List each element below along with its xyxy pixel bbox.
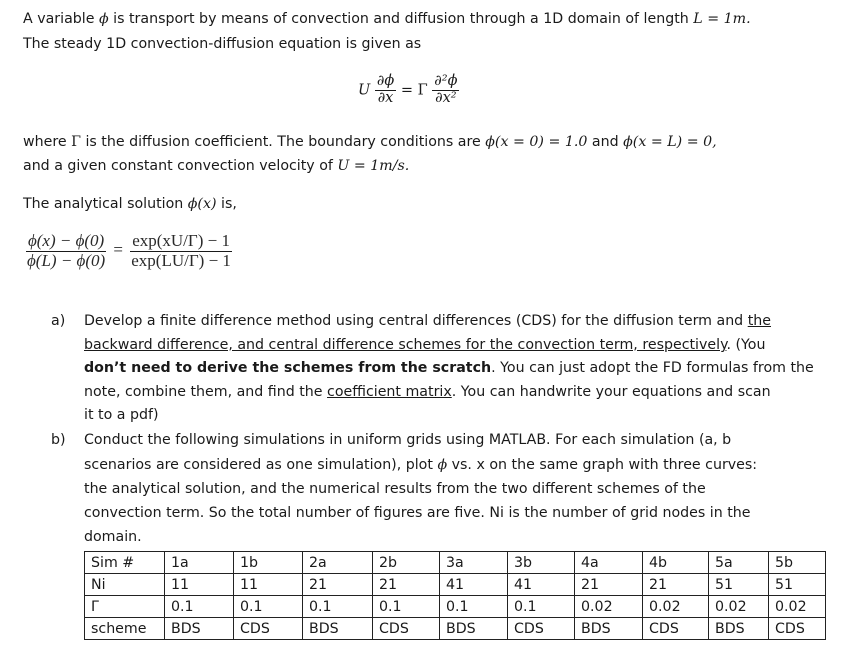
- table-cell: BDS: [709, 618, 769, 640]
- item-a-line-1: Develop a finite difference method using central differences (CDS) for the diffusion term and the: [84, 313, 771, 329]
- table-row-header: Sim #: [85, 552, 165, 574]
- item-a-line-5: it to a pdf): [84, 407, 159, 423]
- table-cell: BDS: [440, 618, 508, 640]
- table-row-header: Ni: [85, 574, 165, 596]
- grid-nodes-row: [85, 574, 826, 596]
- table-cell: CDS: [643, 618, 709, 640]
- simulation-table: [84, 551, 826, 640]
- table-cell: 0.1: [508, 596, 575, 618]
- table-cell: 0.02: [643, 596, 709, 618]
- table-cell: 11: [165, 574, 234, 596]
- diffusion-fraction: $\frac{\text{∂²ϕ}}{\text{∂x²}}$: [434, 73, 458, 106]
- table-cell: BDS: [165, 618, 234, 640]
- analytical-lhs-fraction: $\frac{\phi(x) - \phi(0)}{\phi(L) - \phi(0)}$: [27, 231, 106, 270]
- item-a-line-3: don’t need to derive the schemes from the scratch. You can just adopt the FD formulas from the: [84, 360, 814, 376]
- item-a-line-4: note, combine them, and find the coefficient matrix. You can handwrite your equations and scan: [84, 384, 771, 400]
- table-cell: 11: [234, 574, 303, 596]
- table-cell: 41: [508, 574, 575, 596]
- item-b-line-4: convection term. So the total number of figures are five. Ni is the number of grid nodes in the: [84, 505, 751, 521]
- analytical-rhs-fraction: $\frac{\exp(xU/\Gamma) - 1}{\exp(LU/\Gamma) - 1}$: [131, 231, 231, 270]
- item-b-line-1: Conduct the following simulations in uniform grids using MATLAB. For each simulation (a, b: [84, 432, 732, 448]
- where-line-1: where Γ is the diffusion coefficient. The boundary conditions are ϕ(x = 0) = 1.0 and ϕ(x = L) = 0,: [23, 134, 717, 150]
- governing-equation: U $\frac{\partial\phi}{\partial x}$ = Γ $\frac{\text{∂²ϕ}}{\text{∂x²}}$: [358, 73, 458, 106]
- table-cell: 21: [575, 574, 643, 596]
- table-cell: 0.02: [575, 596, 643, 618]
- table-cell: 2a: [303, 552, 373, 574]
- table-cell: CDS: [508, 618, 575, 640]
- table-cell: 4b: [643, 552, 709, 574]
- table-cell: CDS: [234, 618, 303, 640]
- item-b-label: b): [51, 432, 66, 448]
- table-cell: 0.02: [709, 596, 769, 618]
- intro-line-2: The steady 1D convection-diffusion equation is given as: [23, 36, 422, 52]
- table-cell: 0.1: [440, 596, 508, 618]
- table-cell: 2b: [373, 552, 440, 574]
- item-b-line-3: the analytical solution, and the numerical results from the two different schemes of the: [84, 481, 706, 497]
- table-cell: 51: [709, 574, 769, 596]
- table-cell: 5b: [769, 552, 826, 574]
- sim-number-row: [85, 552, 826, 574]
- item-a-line-2: backward difference, and central difference schemes for the convection term, respectively. (You: [84, 337, 766, 353]
- advection-fraction: $\frac{\partial\phi}{\partial x}$: [376, 73, 395, 106]
- table-cell: BDS: [575, 618, 643, 640]
- simulation-table-body: [85, 552, 826, 640]
- table-cell: 21: [373, 574, 440, 596]
- table-row-header: scheme: [85, 618, 165, 640]
- table-cell: CDS: [769, 618, 826, 640]
- table-cell: 3b: [508, 552, 575, 574]
- item-b-line-2: scenarios are considered as one simulation), plot ϕ vs. x on the same graph with three curves:: [84, 457, 758, 473]
- scheme-row: [85, 618, 826, 640]
- analytical-solution-equation: $\frac{\phi(x) - \phi(0)}{\phi(L) - \phi(0)}$ = $\frac{\exp(xU/\Gamma) - 1}{\exp(LU/\Gamma) - 1}$: [27, 231, 231, 270]
- table-cell: 1a: [165, 552, 234, 574]
- intro-line-1: A variable ϕ is transport by means of convection and diffusion through a 1D domain of length L = 1m.: [23, 11, 751, 27]
- table-cell: BDS: [303, 618, 373, 640]
- table-cell: CDS: [373, 618, 440, 640]
- table-cell: 1b: [234, 552, 303, 574]
- table-cell: 21: [303, 574, 373, 596]
- where-line-2: and a given constant convection velocity of U = 1m/s.: [23, 158, 410, 174]
- item-a-label: a): [51, 313, 66, 329]
- analytical-label: The analytical solution ϕ(x) is,: [23, 196, 237, 212]
- table-cell: 51: [769, 574, 826, 596]
- table-cell: 0.02: [769, 596, 826, 618]
- table-cell: 41: [440, 574, 508, 596]
- table-row-header: Γ: [85, 596, 165, 618]
- table-cell: 5a: [709, 552, 769, 574]
- table-cell: 21: [643, 574, 709, 596]
- table-cell: 0.1: [234, 596, 303, 618]
- gamma-row: [85, 596, 826, 618]
- item-b-line-5: domain.: [84, 529, 142, 545]
- table-cell: 3a: [440, 552, 508, 574]
- table-cell: 0.1: [165, 596, 234, 618]
- table-cell: 4a: [575, 552, 643, 574]
- table-cell: 0.1: [303, 596, 373, 618]
- table-cell: 0.1: [373, 596, 440, 618]
